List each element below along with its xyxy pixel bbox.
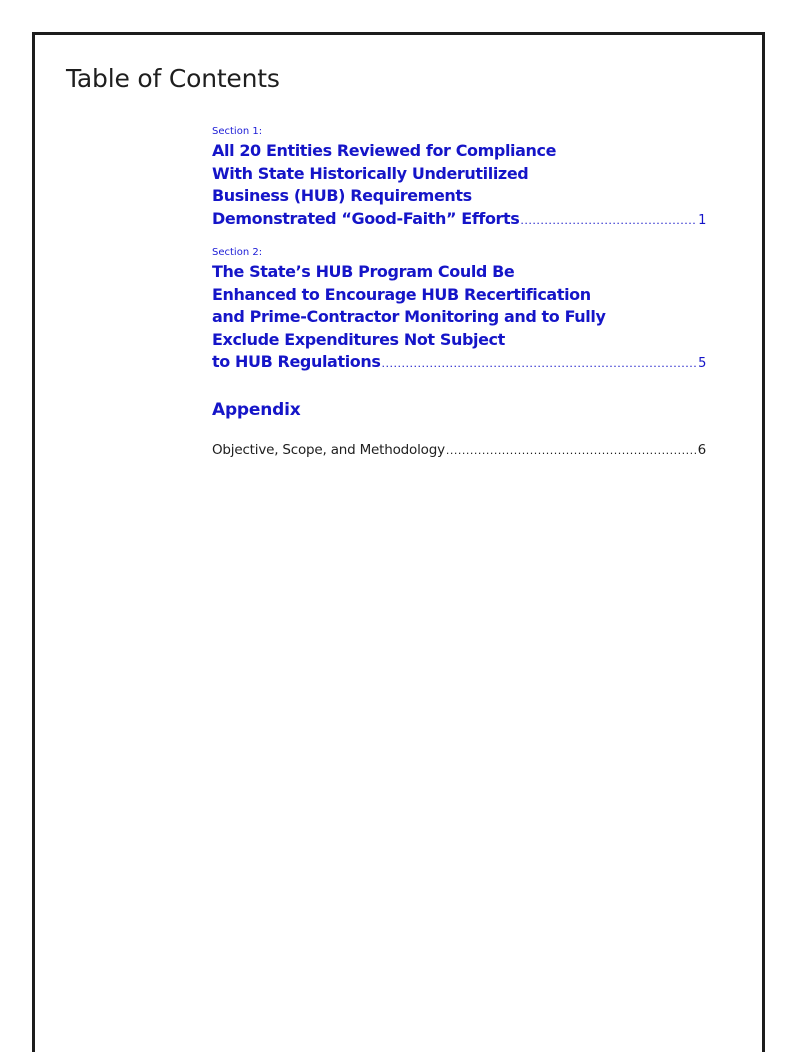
toc-entry-appendix-objective[interactable]: [212, 442, 706, 458]
appendix-item-page-number[interactable]: 6: [697, 441, 706, 458]
section-1-last-line[interactable]: [212, 208, 706, 233]
section-2-title-line[interactable]: Exclude Expenditures Not Subject: [212, 329, 505, 349]
dot-leader: [382, 353, 697, 376]
section-2-title-line[interactable]: and Prime-Contractor Monitoring and to Fully: [212, 307, 606, 326]
section-2-title-line[interactable]: Enhanced to Encourage HUB Recertification: [212, 284, 591, 304]
appendix-heading: Appendix: [212, 399, 301, 420]
section-1-label: Section 1:: [212, 126, 263, 137]
toc-entry-section-1[interactable]: [212, 140, 706, 232]
appendix-item-title[interactable]: Objective, Scope, and Methodology: [212, 441, 445, 458]
section-1-title-line[interactable]: All 20 Entities Reviewed for Compliance: [212, 141, 557, 160]
dot-leader: [446, 444, 696, 457]
section-2-last-line[interactable]: [212, 351, 706, 376]
table-of-contents: [212, 125, 706, 458]
section-2-page-number[interactable]: 5: [698, 356, 706, 371]
section-2-title-line[interactable]: to HUB Regulations: [212, 352, 381, 371]
page-title: Table of Contents: [66, 64, 280, 93]
section-2-title-line[interactable]: The State’s HUB Program Could Be: [212, 262, 515, 281]
section-1-title-line[interactable]: With State Historically Underutilized: [212, 163, 529, 183]
section-1-title-line[interactable]: Demonstrated “Good-Faith” Efforts: [212, 208, 520, 228]
toc-entry-section-2[interactable]: [212, 261, 706, 376]
section-1-title-line[interactable]: Business (HUB) Requirements: [212, 186, 472, 205]
section-2-label: Section 2:: [212, 247, 263, 258]
dot-leader: [520, 210, 696, 233]
section-1-page-number[interactable]: 1: [698, 212, 706, 228]
